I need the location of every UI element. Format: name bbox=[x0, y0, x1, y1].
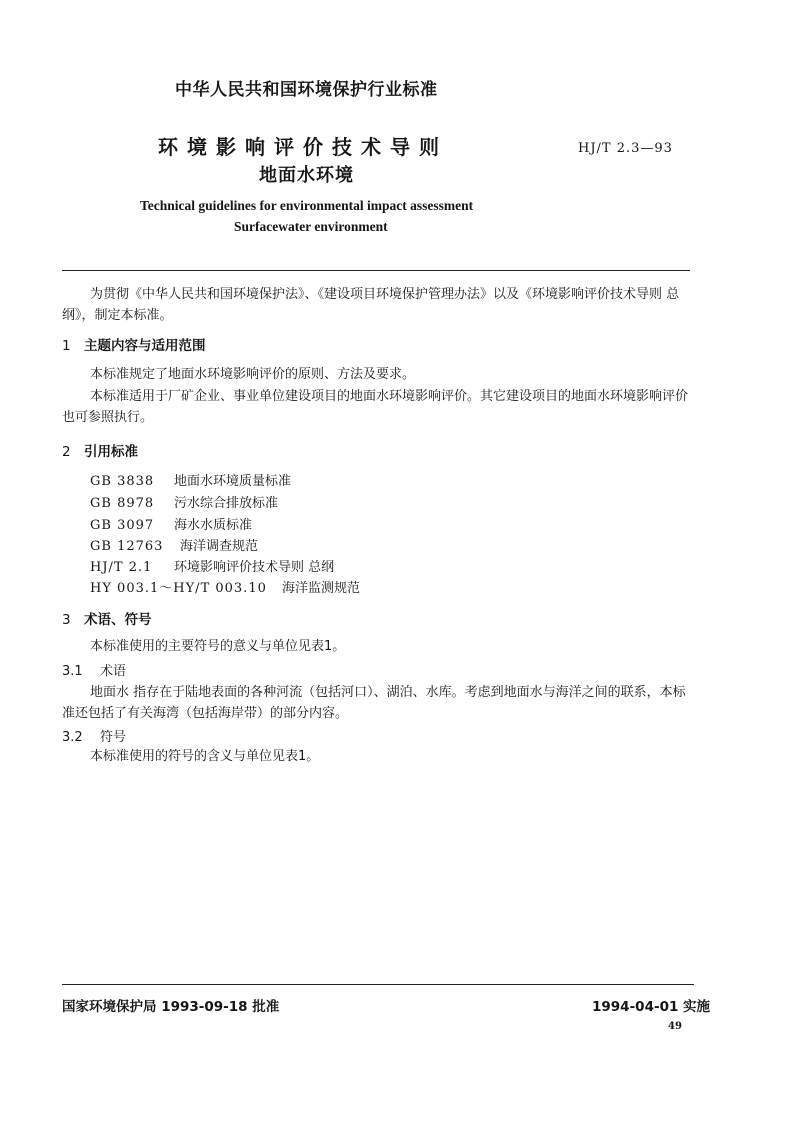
reference-code: HY 003.1～HY/T 003.10 bbox=[90, 581, 267, 596]
section-number: 3.1 bbox=[62, 664, 83, 679]
section-title: 术语、符号 bbox=[84, 612, 152, 628]
section-number: 2 bbox=[62, 444, 71, 460]
reference-name: 海洋调查规范 bbox=[180, 539, 259, 554]
reference-standard bbox=[90, 514, 252, 533]
section-3-2-paragraph: 本标准使用的符号的含义与单位见表1。 bbox=[90, 749, 320, 764]
effective-date: 1994-04-01 实施 bbox=[592, 999, 711, 1015]
reference-code: GB 3838 bbox=[90, 474, 155, 489]
section-title: 主题内容与适用范围 bbox=[84, 338, 206, 354]
section-title: 术语 bbox=[100, 664, 127, 679]
section-3-2-heading bbox=[62, 726, 126, 745]
header-divider bbox=[62, 270, 690, 271]
reference-standard bbox=[90, 556, 334, 575]
section-title: 引用标准 bbox=[84, 444, 138, 460]
reference-standard bbox=[90, 577, 360, 596]
document-title: 环境影响评价技术导则 bbox=[158, 135, 448, 159]
section-3-heading bbox=[62, 608, 152, 628]
reference-name: 环境影响评价技术导则 总纲 bbox=[174, 560, 335, 575]
standard-code: HJ/T 2.3—93 bbox=[578, 141, 673, 156]
section-1-paragraph-1: 本标准规定了地面水环境影响评价的原则、方法及要求。 bbox=[90, 367, 416, 382]
reference-name: 污水综合排放标准 bbox=[174, 496, 279, 511]
reference-name: 地面水环境质量标准 bbox=[174, 474, 292, 489]
english-title: Technical guidelines for environmental impact assessment bbox=[140, 198, 474, 213]
section-3-1-paragraph: 地面水 指存在于陆地表面的各种河流（包括河口）、湖泊、水库。考虑到地面水与海洋之间的联系，本标准还包括了有关海湾（包括海岸带）的部分内容。 bbox=[62, 685, 686, 721]
english-subtitle: Surfacewater environment bbox=[234, 219, 388, 234]
section-number: 1 bbox=[62, 338, 71, 354]
approval-line: 国家环境保护局 1993-09-18 批准 bbox=[62, 999, 280, 1015]
page-number: 49 bbox=[668, 1021, 682, 1032]
reference-name: 海水水质标准 bbox=[174, 518, 253, 533]
reference-standard bbox=[90, 535, 258, 554]
section-1-paragraph-2: 本标准适用于厂矿企业、事业单位建设项目的地面水环境影响评价。其它建设项目的地面水环境影响评价也可参照执行。 bbox=[62, 389, 689, 425]
reference-code: HJ/T 2.1 bbox=[90, 560, 153, 575]
section-1-heading bbox=[62, 334, 206, 354]
section-title: 符号 bbox=[100, 730, 127, 745]
section-number: 3 bbox=[62, 612, 71, 628]
intro-paragraph: 为贯彻《中华人民共和国环境保护法》、《建设项目环境保护管理办法》以及《环境影响评价技术导则 总纲》，制定本标准。 bbox=[62, 287, 680, 323]
reference-standard bbox=[90, 492, 278, 511]
reference-code: GB 12763 bbox=[90, 539, 164, 554]
footer-divider bbox=[62, 984, 694, 985]
document-subtitle: 地面水环境 bbox=[259, 165, 354, 186]
section-number: 3.2 bbox=[62, 730, 83, 745]
reference-code: GB 3097 bbox=[90, 518, 155, 533]
section-3-1-heading bbox=[62, 660, 126, 679]
reference-name: 海洋监测规范 bbox=[282, 581, 361, 596]
section-2-heading bbox=[62, 440, 138, 460]
reference-code: GB 8978 bbox=[90, 496, 155, 511]
publisher-header: 中华人民共和国环境保护行业标准 bbox=[175, 80, 438, 100]
section-3-paragraph: 本标准使用的主要符号的意义与单位见表1。 bbox=[90, 639, 346, 654]
reference-standard bbox=[90, 470, 291, 489]
